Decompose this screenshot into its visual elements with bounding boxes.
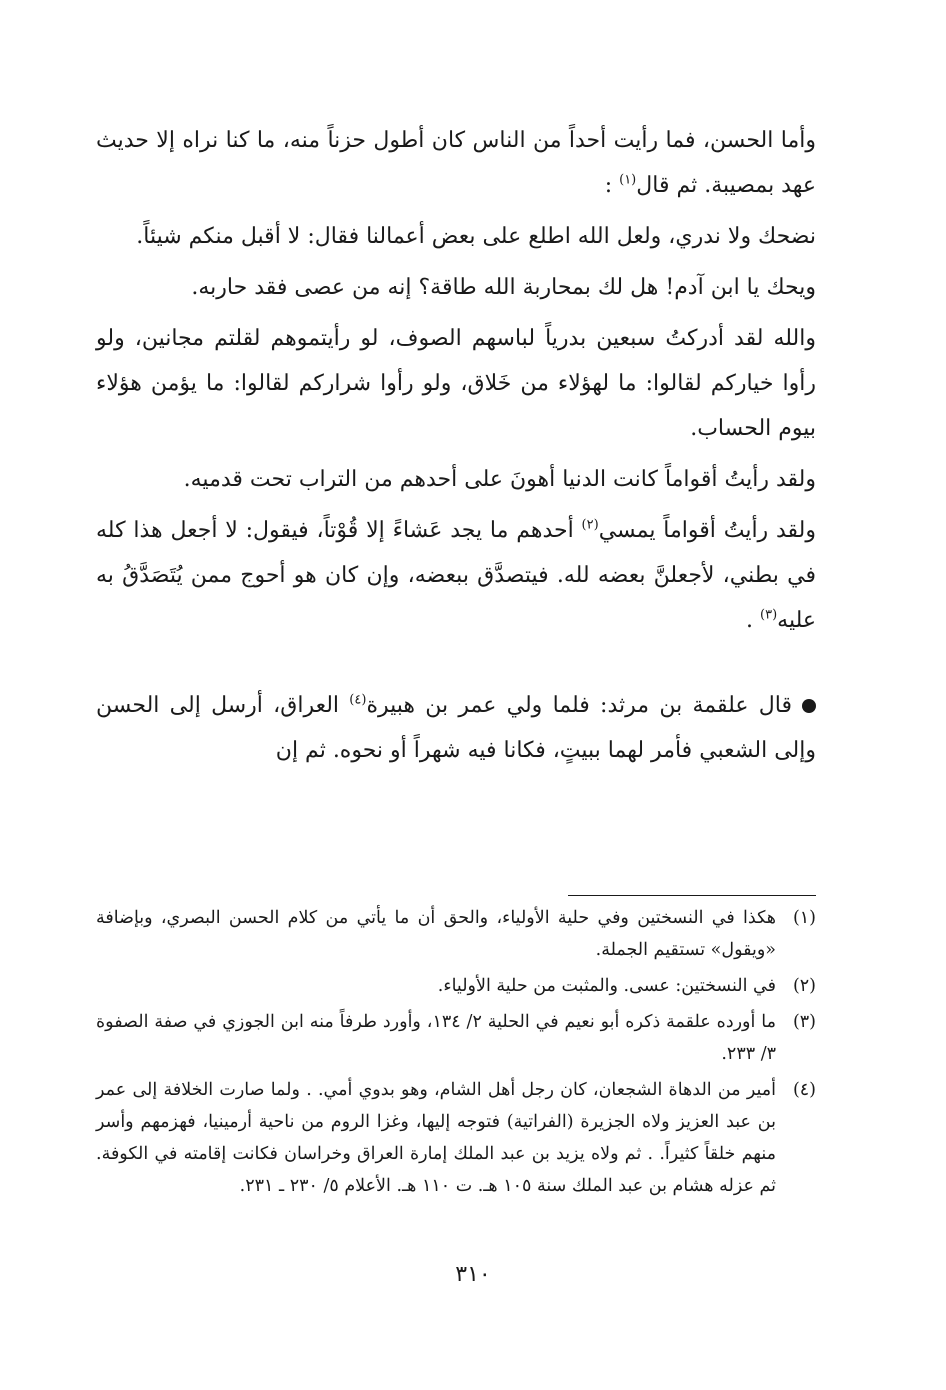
paragraph-6 — [96, 508, 816, 643]
footnote-4 — [96, 1074, 816, 1202]
paragraph-7 — [96, 683, 816, 773]
footnote-ref-3: (٣) — [760, 607, 778, 623]
footnote-text: أمير من الدهاة الشجعان، كان رجل أهل الشام، وهو بدوي أمي. . ولما صارت الخلافة إلى عمر بن عبد العزيز ولاه الجزيرة (الفراتية) فتوجه إليها، وغزا الروم من ناحية أرمينيا، فهزمهم وأسر منهم خلقاً كثيراً. . ثم ولاه يزيد بن عبد الملك إمارة العراق وخراسان فكانت إقامته في الكوفة. ثم عزله هشام بن عبد الملك سنة ١٠٥ هـ. ت ١١٠ هـ. الأعلام ٥/ ٢٣٠ ـ ٢٣١. — [96, 1080, 776, 1196]
footnote-1 — [96, 902, 816, 966]
paragraph-1 — [96, 118, 816, 208]
paragraph-6-end: . — [746, 608, 761, 633]
footnote-number: (٤) — [792, 1080, 816, 1100]
footnote-2 — [96, 970, 816, 1002]
footnote-separator — [568, 895, 816, 896]
footnote-number: (٢) — [792, 976, 816, 996]
footnote-text: في النسختين: عسى. والمثبت من حلية الأولياء. — [437, 976, 776, 996]
paragraph-4: والله لقد أدركتُ سبعين بدرياً لباسهم الصوف، لو رأيتموهم لقلتم مجانين، ولو رأوا خياركم لقالوا: ما لهؤلاء من خَلاق، ولو رأوا شراركم لقالوا: ما يؤمن هؤلاء بيوم الحساب. — [96, 326, 816, 441]
paragraph-3: ويحك يا ابن آدم! هل لك بمحاربة الله طاقة؟ إنه من عصى فقد حاربه. — [191, 275, 816, 300]
footnote-number: (١) — [792, 908, 816, 928]
paragraph-2: نضحك ولا ندري، ولعل الله اطلع على بعض أعمالنا فقال: لا أقبل منكم شيئاً. — [136, 224, 816, 249]
page-number: ٣١٠ — [455, 1262, 491, 1287]
footnote-text: ما أورده علقمة ذكره أبو نعيم في الحلية ٢/ ١٣٤، وأورد طرفاً منه ابن الجوزي في صفة الصفوة ٣/ ٢٣٣. — [96, 1012, 776, 1064]
footnote-number: (٣) — [792, 1012, 816, 1032]
paragraph-7-text-a: قال علقمة بن مرثد: فلما ولي عمر بن هبيرة — [366, 693, 792, 718]
footnote-text: هكذا في النسختين وفي حلية الأولياء، والحق أن ما يأتي من كلام الحسن البصري، وبإضافة «ويقول» تستقيم الجملة. — [96, 908, 776, 960]
footnotes — [96, 902, 816, 1206]
footnote-ref-4: (٤) — [349, 692, 367, 708]
paragraph-1-end: : — [604, 173, 620, 198]
bullet-icon — [802, 699, 816, 713]
footnote-ref-1: (١) — [619, 172, 637, 188]
paragraph-6-text-a: ولقد رأيتُ أقواماً يمسي — [598, 518, 817, 543]
main-text — [96, 118, 816, 779]
paragraph-6-text-b: أحدهم ما يجد عَشاءً إلا قُوْتاً، فيقول: لا أجعل هذا كله في بطني، لأجعلنَّ بعضه لله. فيتصدَّق ببعضه، وإن كان هو أحوج ممن يُتَصَدَّقُ به عليه — [96, 518, 816, 633]
body-text — [96, 118, 816, 773]
paragraph-5: ولقد رأيتُ أقواماً كانت الدنيا أهونَ على أحدهم من التراب تحت قدميه. — [183, 467, 816, 492]
footnote-3 — [96, 1006, 816, 1070]
paragraph-7-text-b: العراق، أرسل إلى الحسن وإلى الشعبي فأمر لهما ببيتٍ، فكانا فيه شهراً أو نحوه. ثم إن — [96, 693, 816, 763]
footnote-ref-2: (٢) — [581, 517, 599, 533]
paragraph-1-text: وأما الحسن، فما رأيت أحداً من الناس كان أطول حزناً منه، ما كنا نراه إلا حديث عهد بمصيبة. ثم قال — [96, 128, 816, 198]
